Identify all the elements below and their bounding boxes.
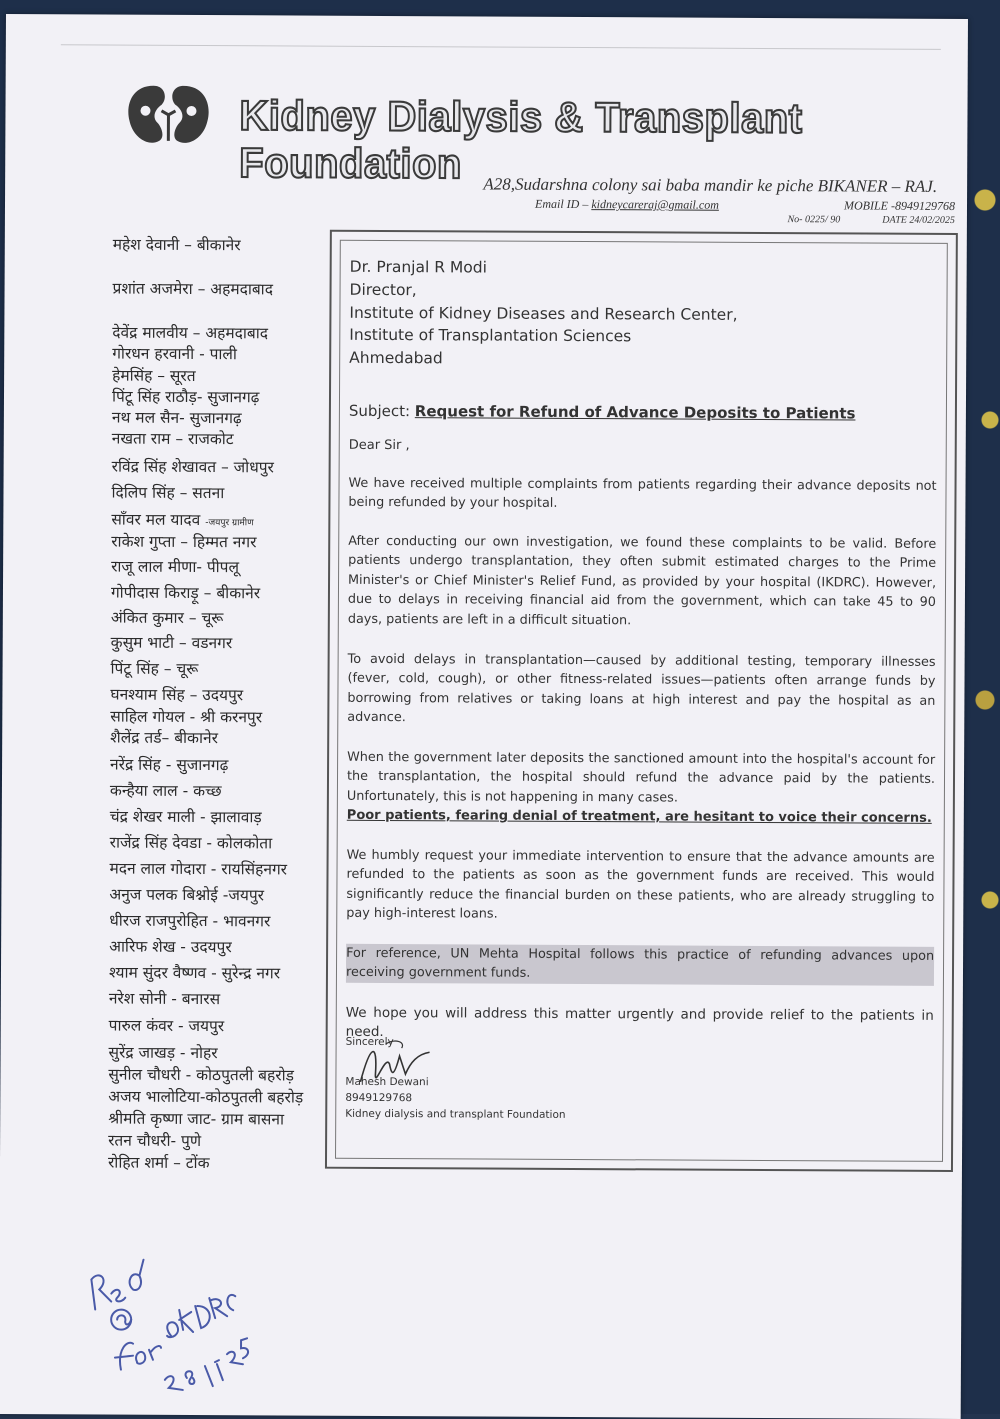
member-list: [107, 233, 328, 1173]
mobile-number: MOBILE -8949129768: [843, 198, 956, 213]
member-item: नरेंद्र सिंह - सुजानगढ़: [110, 755, 229, 775]
letter-page: [0, 14, 968, 1419]
body-paragraph: To avoid delays in transplantation—caused by additional testing, temporary illnesses (fever, cold, cough), or other fitness-related issues—patients often arrange funds by borrowing from relatives or taking loans at high interest and pay the hospital as an advance.: [347, 651, 936, 726]
letter-date: DATE 24/02/2025: [882, 214, 955, 226]
closing-word: Sincerely: [345, 1035, 394, 1049]
member-item: सुनील चौधरी - कोठपुतली बहरोड़: [108, 1065, 294, 1085]
member-name: साँवर मल यादव: [111, 510, 201, 530]
member-city: -जयपुर ग्रामीण: [205, 518, 254, 529]
member-item: पिंटू सिंह – चूरू: [110, 659, 199, 679]
member-item: दिलिप सिंह – सतना: [111, 483, 225, 503]
subject-line: [349, 402, 937, 423]
member-item: श्रीमति कृष्णा जाट- ग्राम बासना: [108, 1109, 285, 1129]
org-title: Kidney Dialysis & Transplant Foundation: [239, 92, 803, 188]
member-item: प्रशांत अजमेरा – अहमदाबाद: [112, 279, 273, 299]
recipient-line: Ahmedabad: [349, 348, 443, 368]
member-item: हेमसिंह – सूरत: [112, 366, 196, 385]
member-item: [111, 508, 253, 531]
member-item: नथ मल सैन- सुजानगढ़: [111, 408, 242, 428]
member-item: राकेश गुप्ता – हिम्मत नगर: [111, 532, 257, 552]
member-item: मदन लाल गोदारा - रायसिंहनगर: [109, 859, 288, 879]
member-item: रोहित शर्मा – टोंक: [107, 1153, 210, 1173]
member-item: नरेश सोनी - बनारस: [108, 989, 221, 1009]
signatory-phone: 8949129768: [345, 1091, 413, 1105]
org-address: A28,Sudarshna colony sai baba mandir ke piche BIKANER – RAJ.: [483, 174, 938, 196]
member-item: रतन चौधरी- पुणे: [108, 1131, 202, 1151]
member-item: अंकित कुमार – चूरू: [110, 608, 224, 628]
member-item: आरिफ शेख - उदयपुर: [109, 937, 232, 957]
recipient-line: Institute of Transplantation Sciences: [349, 326, 632, 346]
email-value: kidneycareraj@gmail.com: [591, 197, 719, 212]
member-item: देवेंद्र मालवीय – अहमदाबाद: [112, 323, 269, 343]
body-paragraph: After conducting our own investigation, we found these complaints to be valid. Before patients undergo transplantation, they often submit estimated charges to the Prime Minister's or Chief Minister's Relief Fund, as provided by your hospital (IKDRC). However, due to delays in receiving financial aid from the government, which can take 45 to 90 days, patients are left in a difficult situation.: [347, 533, 937, 628]
member-item: सुरेंद्र जाखड़ - नोहर: [108, 1043, 218, 1063]
kidney-logo-icon: [123, 81, 213, 151]
recipient-line: Dr. Pranjal R Modi: [349, 257, 487, 277]
member-item: चंद्र शेखर माली - झालावाड़: [109, 807, 262, 827]
body-paragraph: We have received multiple complaints from patients regarding their advance deposits not being refunded by your hospital.: [348, 475, 937, 512]
member-item: गोरधन हरवानी - पाली: [112, 344, 238, 364]
contact-block: [535, 197, 955, 226]
subject-text: Request for Refund of Advance Deposits to Patients: [414, 402, 856, 423]
member-item: नखता राम – राजकोट: [111, 429, 234, 449]
signatory-org: Kidney dialysis and transplant Foundation: [345, 1107, 566, 1121]
email-line: [535, 197, 719, 213]
handwritten-receipt-note: [87, 1239, 258, 1400]
signatory-name: Mahesh Dewani: [345, 1075, 429, 1089]
top-rule: [61, 44, 941, 50]
emphasis-line: Poor patients, fearing denial of treatment, are hesitant to voice their concerns.: [346, 807, 932, 826]
member-item: साहिल गोयल - श्री करनपुर: [110, 707, 263, 727]
signature-icon: [355, 1034, 435, 1094]
member-item: श्याम सुंदर वैष्णव - सुरेन्द्र नगर: [108, 963, 281, 983]
member-item: अनुज पलक बिश्नोई -जयपुर: [109, 885, 265, 905]
body-paragraph: We humbly request your immediate intervention to ensure that the advance amounts are refunded to the patients as soon as the government funds are received. This would significantly reduce the financial burden on these patients, who are already struggling to pay high-interest loans.: [346, 847, 935, 922]
reference-number: No- 0225/ 90: [787, 214, 841, 226]
subject-label: Subject:: [348, 401, 415, 421]
letter-frame: [325, 230, 958, 1172]
salutation: Dear Sir ,: [348, 437, 410, 454]
closing-block: [345, 1034, 933, 1125]
member-item: घनश्याम सिंह – उदयपुर: [110, 685, 244, 705]
member-item: कुसुम भाटी – वडनगर: [110, 633, 233, 653]
member-item: राजू लाल मीणा- पीपलू: [111, 557, 240, 577]
recipient-line: Institute of Kidney Diseases and Research Center,: [349, 303, 738, 324]
body-paragraph: When the government later deposits the sanctioned amount into the hospital's account for the transplantation, the hospital should refund the advance paid by the patients. Unfortunately, this is not happening in many cases.: [346, 749, 936, 806]
highlighted-paragraph: For reference, UN Mehta Hospital follows this practice of refunding advances upon receiving government funds.: [346, 944, 934, 986]
member-item: धीरज राजपुरोहित - भावनगर: [109, 911, 271, 931]
body-paragraph: We hope you will address this matter urgently and provide relief to the patients in need.: [345, 1004, 934, 1041]
email-label: Email ID –: [534, 196, 592, 212]
recipient-line: Director,: [349, 280, 417, 299]
member-item: रविंद्र सिंह शेखावत – जोधपुर: [111, 457, 274, 477]
member-item: अजय भालोटिया-कोठपुतली बहरोड़: [108, 1087, 304, 1107]
member-item: महेश देवानी – बीकानेर: [112, 235, 241, 255]
member-item: पारुल कंवर - जयपुर: [108, 1016, 225, 1036]
member-item: शैलेंद्र तर्ड– बीकानेर: [110, 728, 219, 748]
member-item: कन्हैया लाल - कच्छ: [109, 781, 222, 801]
member-item: गोपीदास किराड़ू – बीकानेर: [110, 583, 261, 603]
member-item: पिंटू सिंह राठौड़- सुजानगढ़: [111, 387, 260, 407]
recipient-address: [349, 256, 938, 373]
member-item: राजेंद्र सिंह देवडा - कोलकोता: [109, 833, 273, 853]
